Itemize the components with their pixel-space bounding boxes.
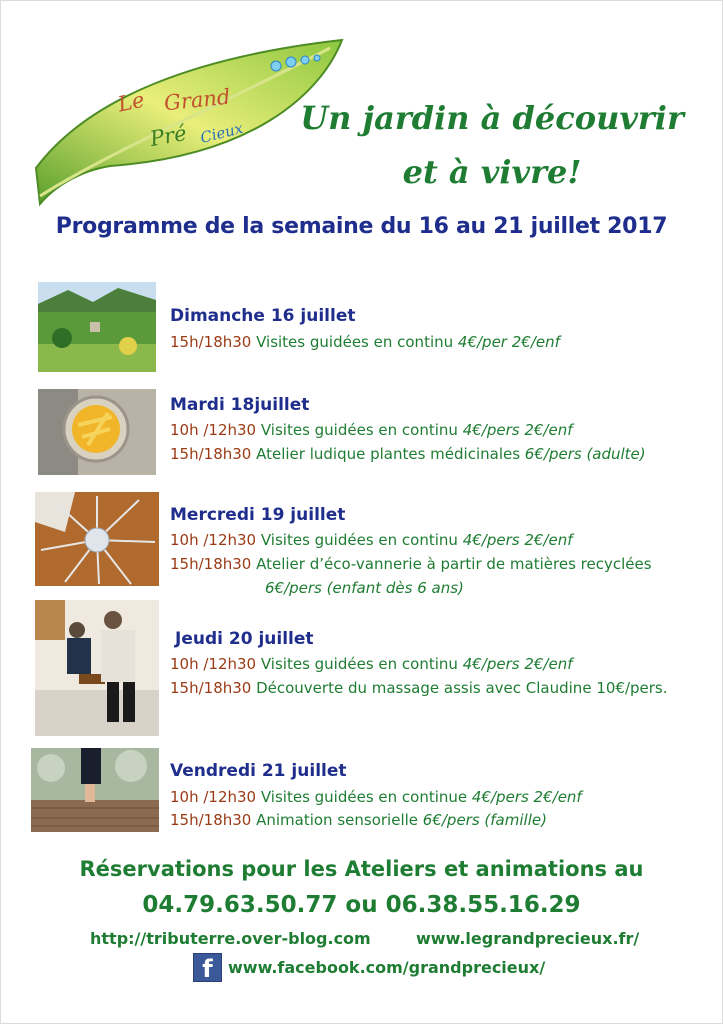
schedule-price: 4€/per 2€/enf: [457, 333, 560, 351]
logo-word-pre: Pré: [148, 121, 189, 151]
schedule-line: [170, 445, 646, 463]
program-title: Programme de la semaine du 16 au 21 juillet 2017: [55, 214, 668, 239]
logo-word-grand: Grand: [162, 84, 232, 116]
schedule-price: 4€/pers 2€/enf: [462, 531, 573, 549]
schedule-price: 4€/pers 2€/enf: [462, 655, 573, 673]
schedule-line: [170, 655, 573, 673]
schedule-time: 10h /12h30: [170, 655, 257, 673]
schedule-desc: Découverte du massage assis avec Claudine 10€/pers.: [251, 679, 668, 697]
day-label: Vendredi 21 juillet: [170, 761, 347, 781]
schedule-time: 15h/18h30: [170, 811, 252, 829]
schedule-price: 6€/pers (adulte): [524, 445, 646, 463]
schedule-price: 4€/pers 2€/enf: [462, 421, 573, 439]
schedule-time: 10h /12h30: [170, 531, 257, 549]
barefoot-walk-photo: [31, 748, 159, 832]
schedule-line: [170, 531, 573, 549]
schedule-line: [170, 555, 652, 573]
day-label: Mercredi 19 juillet: [170, 505, 346, 525]
logo-word-cieux: Cieux: [198, 119, 245, 147]
day-label: Mardi 18juillet: [170, 395, 310, 415]
schedule-line: [170, 811, 547, 829]
basketry-photo: [35, 492, 159, 586]
page-title-line-2: et à vivre!: [402, 153, 582, 191]
schedule-desc: Visites guidées en continu: [251, 333, 458, 351]
schedule-time: 15h/18h30: [170, 679, 252, 697]
schedule-desc: Visites guidées en continu: [256, 421, 463, 439]
schedule-price: 6€/pers (famille): [422, 811, 547, 829]
schedule-line: [170, 421, 573, 439]
reservation-heading: Réservations pour les Ateliers et animations au: [79, 857, 644, 881]
day-label: Jeudi 20 juillet: [175, 629, 314, 649]
schedule-desc: Animation sensorielle: [251, 811, 423, 829]
schedule-time: 15h/18h30: [170, 445, 252, 463]
schedule-time: 10h /12h30: [170, 421, 257, 439]
page-title-line-1: Un jardin à découvrir: [300, 99, 684, 137]
website-link[interactable]: www.legrandprecieux.fr/: [416, 929, 640, 948]
schedule-price: 4€/pers 2€/enf: [471, 788, 582, 806]
reservation-phones: 04.79.63.50.77 ou 06.38.55.16.29: [142, 892, 581, 918]
facebook-icon[interactable]: f: [193, 953, 222, 982]
schedule-desc: Visites guidées en continu: [256, 531, 463, 549]
schedule-time: 15h/18h30: [170, 333, 252, 351]
schedule-desc: Atelier d’éco-vannerie à partir de matières recyclées: [251, 555, 652, 573]
day-label: Dimanche 16 juillet: [170, 306, 356, 326]
logo-word-le: Le: [115, 87, 147, 117]
schedule-desc: Visites guidées en continu: [256, 655, 463, 673]
schedule-line: [170, 333, 560, 351]
schedule-line: [265, 579, 464, 597]
schedule-desc: Atelier ludique plantes médicinales: [251, 445, 525, 463]
facebook-link[interactable]: www.facebook.com/grandprecieux/: [228, 958, 546, 977]
schedule-price: 6€/pers (enfant dès 6 ans): [265, 579, 464, 597]
schedule-line: [170, 679, 668, 697]
schedule-time: 15h/18h30: [170, 555, 252, 573]
blog-link[interactable]: http://tributerre.over-blog.com: [90, 929, 371, 948]
schedule-time: 10h /12h30: [170, 788, 257, 806]
schedule-line: [170, 788, 582, 806]
schedule-desc: Visites guidées en continue: [256, 788, 472, 806]
massage-photo: [35, 600, 159, 736]
herbal-jar-photo: [38, 389, 156, 475]
garden-photo: [38, 282, 156, 372]
